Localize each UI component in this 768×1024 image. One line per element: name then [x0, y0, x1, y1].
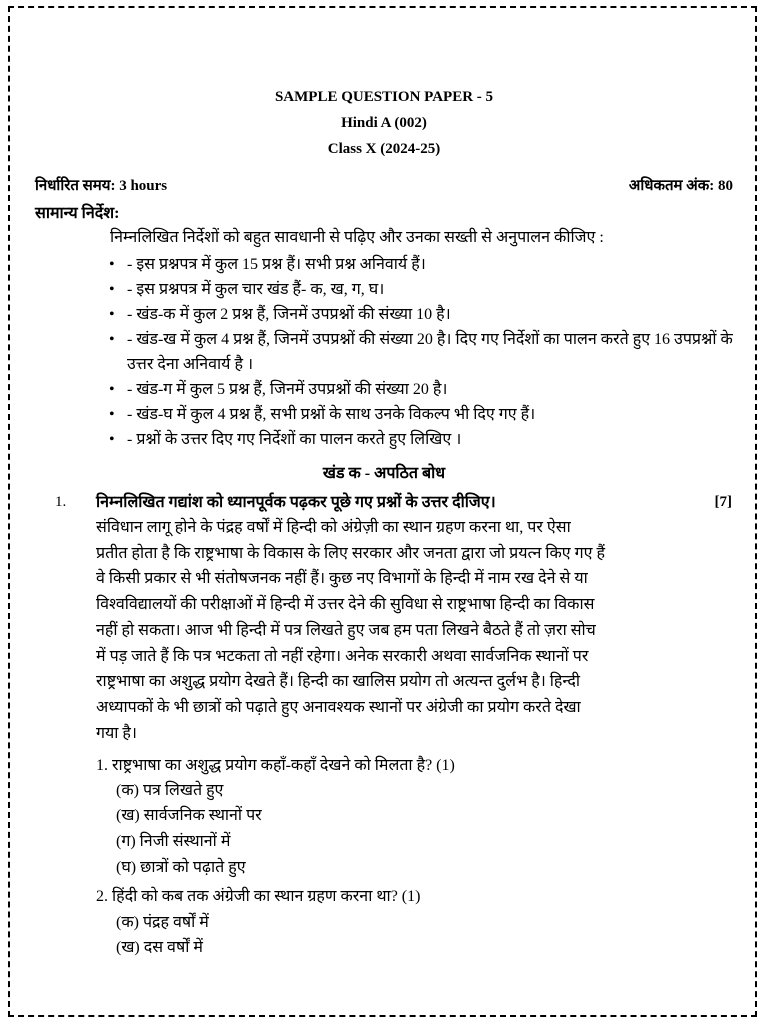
meta-row [35, 175, 733, 195]
bullet-icon: • [109, 256, 115, 273]
list-item: • - खंड-घ में कुल 4 प्रश्न हैं, सभी प्रश्नों के साथ उनके विकल्प भी दिए गए हैं। [100, 402, 740, 427]
passage-line: नहीं हो सकता। आज भी हिन्दी में पत्र लिखते हुए जब हम पता लिखने बैठते हैं तो ज़रा सोच [96, 621, 596, 639]
bullet-icon: • [109, 306, 115, 323]
passage-line: राष्ट्रभाषा का अशुद्ध प्रयोग देखते हैं। हिन्दी का खालिस प्रयोग तो अत्यन्त दुर्लभ है। हिन्दी [96, 673, 581, 691]
list-item: • - इस प्रश्नपत्र में कुल चार खंड हैं- क, ख, ग, घ। [100, 277, 740, 302]
question-heading: निम्नलिखित गद्यांश को ध्यानपूर्वक पढ़कर पूछे गए प्रश्नों के उत्तर दीजिए। [96, 494, 496, 511]
class-title: Class X (2024-25) [327, 141, 441, 157]
passage-line: गया है। [96, 724, 137, 742]
bullet-icon: • [109, 406, 115, 423]
passage-line: में पड़ जाते हैं कि पत्र भटकता तो नहीं रहेगा। अनेक सरकारी अथवा सार्वजनिक स्थानों पर [96, 647, 589, 665]
list-item: • - खंड-क में कुल 2 प्रश्न हैं, जिनमें उपप्रश्नों की संख्या 10 है। [100, 302, 740, 327]
instructions-list [100, 252, 740, 452]
instructions-intro: निम्नलिखित निर्देशों को बहुत सावधानी से पढ़िए और उनका सख्ती से अनुपालन कीजिए : [110, 229, 604, 246]
sub-question: 2. हिंदी को कब तक अंग्रेजी का स्थान ग्रहण करना था? (1) [96, 888, 421, 905]
list-item: • - खंड-ख में कुल 4 प्रश्न हैं, जिनमें उपप्रश्नों की संख्या 20 है। दिए गए निर्देशों का पालन करते हुए 16 उपप्रश्नों के उत्तर देना अनिवार्य है । [100, 327, 740, 377]
passage-line: अध्यापकों के भी छात्रों को पढ़ाते हुए अनावश्यक स्थानों पर अंग्रेजी का प्रयोग करते देखा [96, 698, 581, 716]
bullet-icon: • [109, 331, 115, 348]
passage-line: वे किसी प्रकार से भी संतोषजनक नहीं हैं। कुछ नए विभागों के हिन्दी में नाम रख देने से या [96, 570, 588, 588]
answer-option: (ख) दस वर्षों में [116, 939, 203, 956]
question-marks: [7] [714, 494, 732, 510]
answer-option: (घ) छात्रों को पढ़ाते हुए [116, 859, 246, 876]
question-number: 1. [55, 494, 67, 510]
sub-question: 1. राष्ट्रभाषा का अशुद्ध प्रयोग कहाँ-कहाँ देखने को मिलता है? (1) [96, 757, 455, 774]
maximum-marks: अधिकतम अंक: 80 [628, 178, 733, 194]
paper-title: SAMPLE QUESTION PAPER - 5 [274, 89, 494, 105]
bullet-icon: • [109, 381, 115, 398]
section-title: खंड क - अपठित बोध [322, 465, 446, 482]
passage [96, 515, 720, 746]
answer-option: (ख) सार्वजनिक स्थानों पर [116, 807, 262, 824]
passage-line: प्रतीत होता है कि राष्ट्रभाषा के विकास के लिए सरकार और जनता द्वारा जो प्रयत्न किए गए हैं [96, 544, 605, 562]
list-item: • - खंड-ग में कुल 5 प्रश्न हैं, जिनमें उपप्रश्नों की संख्या 20 है। [100, 377, 740, 402]
passage-line: विश्वविद्यालयों की परीक्षाओं में हिन्दी में उत्तर देने की सुविधा से राष्ट्रभाषा हिन्दी का विकास [96, 596, 595, 614]
bullet-icon: • [109, 431, 115, 448]
subject-title: Hindi A (002) [341, 115, 427, 131]
answer-option: (क) पत्र लिखते हुए [116, 782, 224, 799]
bullet-icon: • [109, 281, 115, 298]
list-item: • - प्रश्नों के उत्तर दिए गए निर्देशों का पालन करते हुए लिखिए । [100, 427, 740, 452]
answer-option: (ग) निजी संस्थानों में [116, 833, 231, 850]
passage-line: संविधान लागू होने के पंद्रह वर्षों में हिन्दी को अंग्रेज़ी का स्थान ग्रहण करना था, पर ऐसा [96, 519, 571, 536]
answer-option: (क) पंद्रह वर्षों में [116, 914, 209, 931]
general-instructions-title: सामान्य निर्देश: [35, 205, 120, 222]
time-allowed: निर्धारित समय: 3 hours [35, 178, 168, 194]
list-item: • - इस प्रश्नपत्र में कुल 15 प्रश्न हैं। सभी प्रश्न अनिवार्य हैं। [100, 252, 740, 277]
